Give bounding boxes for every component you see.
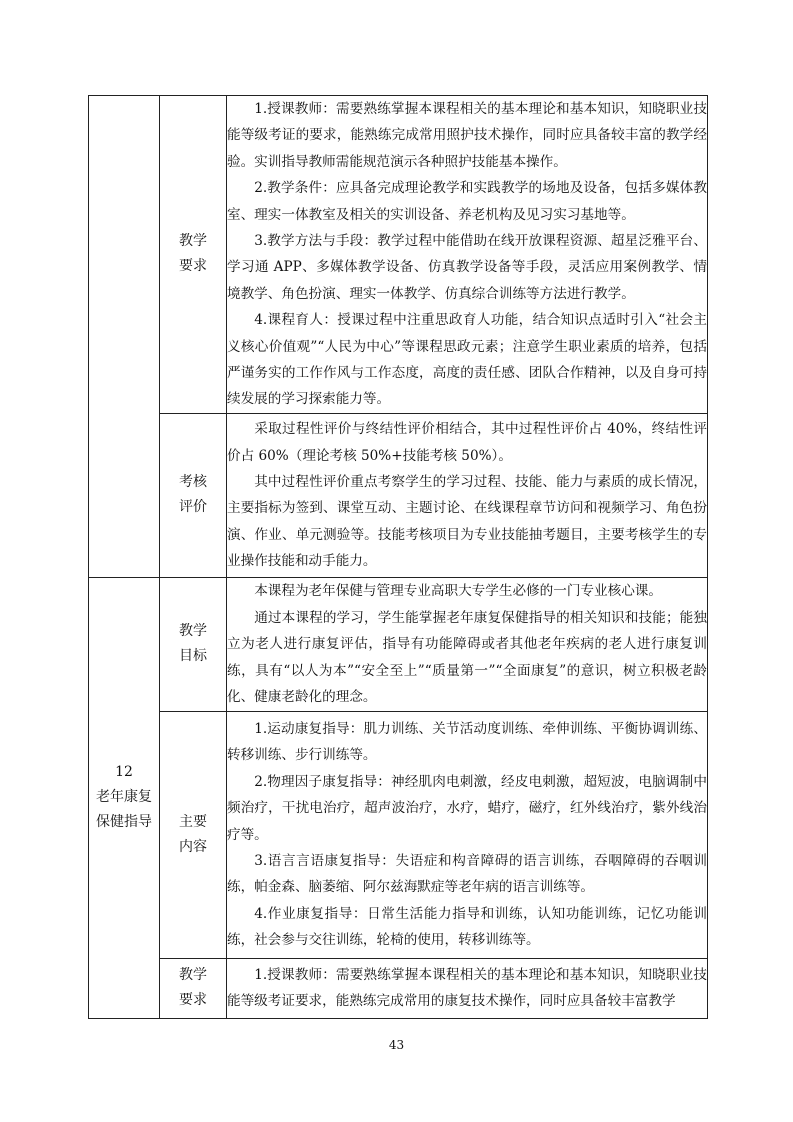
row-content-main-content: [227, 711, 708, 958]
label-line: 要求: [179, 992, 207, 1009]
paragraph: 3.教学方法与手段：教学过程中能借助在线开放课程资源、超星泛雅平台、学习通 APP、多媒体教学设备、仿真教学设备等手段，灵活应用案例教学、情境教学、角色扮演、理实一体教学、仿真综合训练等方法进行教学。: [227, 233, 707, 302]
row-label-teaching-requirements: [160, 96, 227, 414]
course-name-line: 老年康复: [96, 789, 152, 806]
paragraph: 采取过程性评价与终结性评价相结合，其中过程性评价占 40%，终结性评价占 60%（理论考核 50%+技能考核 50%）。: [227, 421, 707, 464]
paragraph: 1.运动康复指导：肌力训练、关节活动度训练、牵伸训练、平衡协调训练、转移训练、步行训练等。: [227, 721, 707, 764]
label-line: 内容: [179, 838, 207, 855]
page-number: 43: [388, 1038, 405, 1052]
course-cell-empty: [89, 96, 160, 578]
label-line: 评价: [179, 499, 207, 516]
table-row: [89, 577, 708, 711]
table-row: [89, 413, 708, 577]
row-content-teaching-goals: [227, 577, 708, 711]
label-line: 教学: [179, 233, 207, 250]
row-content-teaching-requirements: [227, 958, 708, 1018]
row-label-teaching-requirements: [160, 958, 227, 1018]
row-content-assessment: [227, 413, 708, 577]
label-line: 要求: [179, 258, 207, 275]
label-line: 目标: [179, 648, 207, 665]
table-row: [89, 711, 708, 958]
paragraph: 1.授课教师：需要熟练掌握本课程相关的基本理论和基本知识，知晓职业技能等级考证的要求，能熟练完成常用照护技术操作，同时应具备较丰富的教学经验。实训指导教师需能规范演示各种照护技能基本操作。: [227, 101, 707, 170]
row-label-teaching-goals: [160, 577, 227, 711]
paragraph: 通过本课程的学习，学生能掌握老年康复保健指导的相关知识和技能；能独立为老人进行康复评估，指导有功能障碍或者其他老年疾病的老人进行康复训练，具有“以人为本”“安全至上”“质量第一”“全面康复”的意识，树立积极老龄化、健康老龄化的理念。: [227, 609, 707, 705]
paragraph: 3.语言言语康复指导：失语症和构音障碍的语言训练，吞咽障碍的吞咽训练，帕金森、脑萎缩、阿尔兹海默症等老年病的语言训练等。: [227, 853, 707, 896]
paragraph: 2.教学条件：应具备完成理论教学和实践教学的场地及设备，包括多媒体教室、理实一体教室及相关的实训设备、养老机构及见习实习基地等。: [227, 180, 707, 223]
paragraph: 本课程为老年保健与管理专业高职大专学生必修的一门专业核心课。: [254, 583, 662, 600]
paragraph: 4.作业康复指导：日常生活能力指导和训练，认知功能训练，记忆功能训练，社会参与交往训练，轮椅的使用，转移训练等。: [227, 905, 707, 949]
row-label-assessment: [160, 413, 227, 577]
row-content-teaching-requirements: [227, 96, 708, 414]
paragraph: 1.授课教师：需要熟练掌握本课程相关的基本理论和基本知识，知晓职业技能等级考证要求，能熟练完成常用的康复技术操作，同时应具备较丰富教学: [227, 966, 707, 1010]
course-name-line: 保健指导: [96, 814, 152, 831]
paragraph: 4.课程育人：授课过程中注重思政育人功能，结合知识点适时引入“社会主义核心价值观”“人民为中心”等课程思政元素；注意学生职业素质的培养，包括严谨务实的工作作风与工作态度，高度的责任感、团队合作精神，以及自身可持续发展的学习探索能力等。: [227, 312, 707, 408]
course-number: 12: [115, 764, 133, 781]
course-name-cell: [89, 577, 160, 1018]
row-label-main-content: [160, 711, 227, 958]
curriculum-table: [88, 95, 708, 1019]
label-line: 教学: [179, 623, 207, 640]
label-line: 考核: [179, 474, 207, 491]
paragraph: 其中过程性评价重点考察学生的学习过程、技能、能力与素质的成长情况，主要指标为签到、课堂互动、主题讨论、在线课程章节访问和视频学习、角色扮演、作业、单元测验等。技能考核项目为专业技能抽考题目，主要考核学生的专业操作技能和动手能力。: [227, 473, 707, 570]
table-row: [89, 96, 708, 414]
label-line: 教学: [179, 967, 207, 984]
paragraph: 2.物理因子康复指导：神经肌肉电刺激，经皮电刺激，超短波，电脑调制中频治疗，干扰电治疗，超声波治疗，水疗，蜡疗，磁疗，红外线治疗，紫外线治疗等。: [227, 773, 707, 843]
label-line: 主要: [179, 813, 207, 830]
table-row: [89, 958, 708, 1018]
